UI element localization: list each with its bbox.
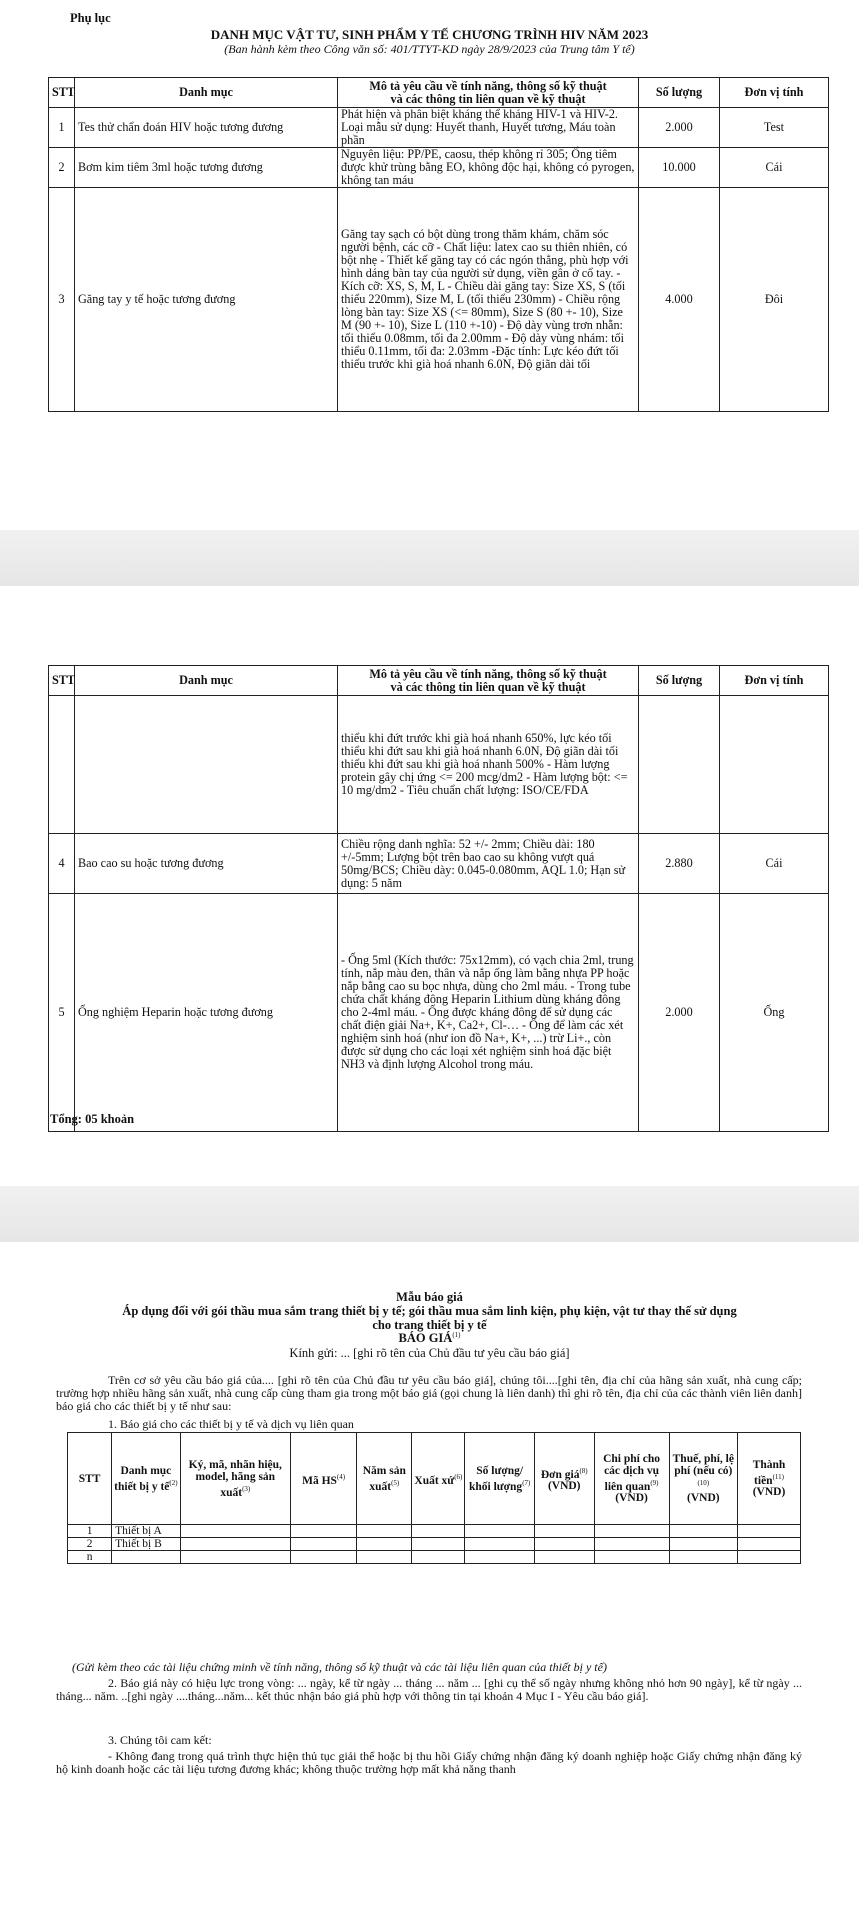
document-subtitle: (Ban hành kèm theo Công văn số: 401/TTYT-KD ngày 28/9/2023 của Trung tâm Y tế) [224,42,635,56]
table-row [49,834,829,894]
page-gap [0,530,859,586]
intro-paragraph: Trên cơ sở yêu cầu báo giá của.... [ghi rõ tên của Chủ đầu tư yêu cầu báo giá], chúng tôi....[ghi tên, địa chỉ của hãng sản xuất, nhà cung cấp; trường hợp nhiều hãng sản xuất, nhà cung cấp cùng tham gia trong một báo giá (gọi chung là liên danh) thì ghi rõ tên, địa chỉ của các thành viên liên danh] báo giá cho các thiết bị y tế như sau: [56,1373,802,1413]
quote-row-stt: n [68,1551,112,1564]
paragraph-2: 2. Báo giá này có hiệu lực trong vòng: ... ngày, kể từ ngày ... tháng ... năm ... [ghi cụ thể số ngày nhưng không nhỏ hơn 90 ngày], kể từ ngày ... tháng... năm. ..[ghi ngày ....tháng...năm... kết thúc nhận báo giá phù hợp với thông tin tại khoản 4 Mục I - Yêu cầu báo giá]. [56,1676,802,1703]
row-stt: 2 [49,148,75,188]
row-item: Tes thử chẩn đoán HIV hoặc tương đương [75,108,338,148]
row-item: Bơm kim tiêm 3ml hoặc tương đương [75,148,338,188]
header-item: Danh mục [75,78,338,108]
header-stt: STT [49,78,75,108]
row-qty: 2.000 [639,108,720,148]
section-1-heading: 1. Báo giá cho các thiết bị y tế và dịch vụ liên quan [108,1417,354,1431]
row-desc: Găng tay sạch có bột dùng trong thăm khám, chăm sóc người bệnh, các cỡ - Chất liệu: latex cao su thiên nhiên, có bột nhẹ - Thiết kế găng tay có các ngón thẳng, phù hợp với hình dáng bàn tay của người sử dụng, viền gân ở cổ tay. - Kích cỡ: XS, S, M, L - Chiều dài găng tay: Size XS, S (tối thiểu 220mm), Size M, L (tối thiểu 230mm) - Chiều rộng lòng bàn tay: Size XS (<= 80mm), Size S (80 +- 10), Size M (90 +- 10), Size L (110 +-10) - Độ dày vùng trơn nhẵn: tối thiểu 0.08mm, tối đa 2.00mm - Độ dày vùng nhám: tối thiểu 0.11mm, tối đa: 2.03mm -Đặc tính: Lực kéo đứt tối thiểu trước khi già hoá nhanh 6.0N, Độ giãn dài tối [338,188,639,412]
header-desc: Mô tả yêu cầu về tính năng, thông số kỹ thuật và các thông tin liên quan về kỹ thuật [338,78,639,108]
row-unit: Ống [720,894,829,1132]
quote-header-9: Thuế, phí, lệ phí (nếu có)$^{(10)}$ (VND) [669,1433,737,1525]
quote-header-3: Mã HS$^{(4)}$ [290,1433,356,1525]
header-unit: Đơn vị tính [720,78,829,108]
row-desc: Nguyên liệu: PP/PE, caosu, thép không rỉ 305; Ống tiêm được khử trùng bằng EO, không độc hại, không có pyrogen, không tan máu [338,148,639,188]
quote-header-4: Năm sản xuất$^{(5)}$ [357,1433,412,1525]
row-qty: 2.000 [639,894,720,1132]
quote-row-stt: 2 [68,1538,112,1551]
row-unit: Test [720,108,829,148]
section-3-heading: 3. Chúng tôi cam kết: [108,1733,212,1747]
quote-row-name: Thiết bị A [112,1525,180,1538]
header-unit: Đơn vị tính [720,666,829,696]
quote-header-2: Ký, mã, nhãn hiệu, model, hãng sản xuất$^{(3)}$ [180,1433,290,1525]
header-qty: Số lượng [639,78,720,108]
row-stt: 1 [49,108,75,148]
header-qty: Số lượng [639,666,720,696]
appendix-label: Phụ lục [70,11,111,25]
row-unit: Đôi [720,188,829,412]
row-stt: 3 [49,188,75,412]
quote-row-stt: 1 [68,1525,112,1538]
quote-row-name [112,1551,180,1564]
row-qty: 10.000 [639,148,720,188]
quote-header-8: Chi phí cho các dịch vụ liên quan$^{(9)}$ (VND) [594,1433,669,1525]
row-qty: 2.880 [639,834,720,894]
table-row [49,108,829,148]
quote-header-6: Số lượng/ khối lượng$^{(7)}$ [465,1433,535,1525]
document-title: DANH MỤC VẬT TƯ, SINH PHẨM Y TẾ CHƯƠNG TRÌNH HIV NĂM 2023 [210,27,649,42]
row-desc: - Ống 5ml (Kích thước: 75x12mm), có vạch chia 2ml, trung tính, nắp màu đen, thân và nắp ống làm bằng nhựa PP hoặc nắp bằng cao su bọc nhựa, dùng cho 2ml máu. - Trong tube chứa chất kháng đông Heparin Lithium dùng kháng đông cho 2-4ml máu. - Ống được kháng đông để sử dụng các chất điện giải Na+, K+, Ca2+, Cl-… - Ống để làm các xét nghiệm sinh hoá (như ion đồ Na+, K+, ...) trừ Li+., còn được sử dụng cho các loại xét nghiệm sinh hoá đặc biệt NH3 và định lượng Alcohol trong máu. [338,894,639,1132]
row-stt: 4 [49,834,75,894]
quote-header-0: STT [68,1433,112,1525]
apply-line-2: cho trang thiết bị y tế [372,1318,487,1332]
quote-header-10: Thành tiền$^{(11)}$ (VND) [738,1433,801,1525]
quote-header-7: Đơn giá$^{(8)}$ (VND) [534,1433,594,1525]
apply-line-1: Áp dụng đối với gói thầu mua sắm trang thiết bị y tế; gói thầu mua sắm linh kiện, phụ kiện, vật tư thay thế sử dụng [122,1304,737,1318]
quote-table [67,1432,801,1564]
header-desc: Mô tả yêu cầu về tính năng, thông số kỹ thuật và các thông tin liên quan về kỹ thuật [338,666,639,696]
row-item: Găng tay y tế hoặc tương đương [75,188,338,412]
row-unit: Cái [720,834,829,894]
greeting: Kính gửi: ... [ghi rõ tên của Chủ đầu tư yêu cầu báo giá] [289,1346,570,1360]
table-row [68,1538,801,1551]
items-table-2 [48,665,829,1132]
page-gap [0,1186,859,1242]
row-item: Ống nghiệm Heparin hoặc tương đương [75,894,338,1132]
row-stt: 5 [49,894,75,1132]
row-qty: 4.000 [639,188,720,412]
row-desc-continued: thiểu khi đứt trước khi già hoá nhanh 650%, lực kéo tối thiểu khi đứt sau khi già hoá nhanh 6.0N, Độ giãn dài tối thiểu khi đứt sau khi già hoá nhanh 500% - Hàm lượng protein gây chị ứng <= 200 mcg/dm2 - Hàm lượng bột: <= 10 mg/dm2 - Tiêu chuẩn chất lượng: ISO/CE/FDA [338,696,639,834]
table-row [49,148,829,188]
quote-header-1: Danh mục thiết bị y tế$^{(2)}$ [112,1433,180,1525]
table-row [68,1525,801,1538]
header-item: Danh mục [75,666,338,696]
row-desc: Chiều rộng danh nghĩa: 52 +/- 2mm; Chiều dài: 180 +/-5mm; Lượng bột trên bao cao su không vượt quá 50mg/BCS; Chiều dày: 0.045-0.080mm, AQL 1.0; Hạn sử dụng: 5 năm [338,834,639,894]
quote-header-5: Xuất xứ$^{(6)}$ [412,1433,465,1525]
row-item: Bao cao su hoặc tương đương [75,834,338,894]
quote-row-name: Thiết bị B [112,1538,180,1551]
total-label: Tổng: 05 khoản [50,1112,135,1126]
table-row [49,696,829,834]
table-row [49,188,829,412]
table-row [49,894,829,1132]
attachment-note: (Gửi kèm theo các tài liệu chứng minh về tính năng, thông số kỹ thuật và các tài liệu liên quan của thiết bị y tế) [72,1660,607,1674]
items-table-1 [48,77,829,412]
row-unit: Cái [720,148,829,188]
paragraph-3: - Không đang trong quá trình thực hiện thủ tục giải thể hoặc bị thu hồi Giấy chứng nhận đăng ký doanh nghiệp hoặc Giấy chứng nhận đăng ký hộ kinh doanh hoặc các tài liệu tương đương khác; không thuộc trường hợp mất khả năng thanh [56,1749,802,1776]
quote-title: BÁO GIÁ$^{(1)}$ [398,1331,461,1346]
form-title: Mẫu báo giá [396,1290,463,1304]
table-row [68,1551,801,1564]
row-desc: Phát hiện và phân biệt kháng thể kháng HIV-1 và HIV-2. Loại mẫu sử dụng: Huyết thanh, Huyết tương, Máu toàn phần [338,108,639,148]
header-stt: STT [49,666,75,696]
